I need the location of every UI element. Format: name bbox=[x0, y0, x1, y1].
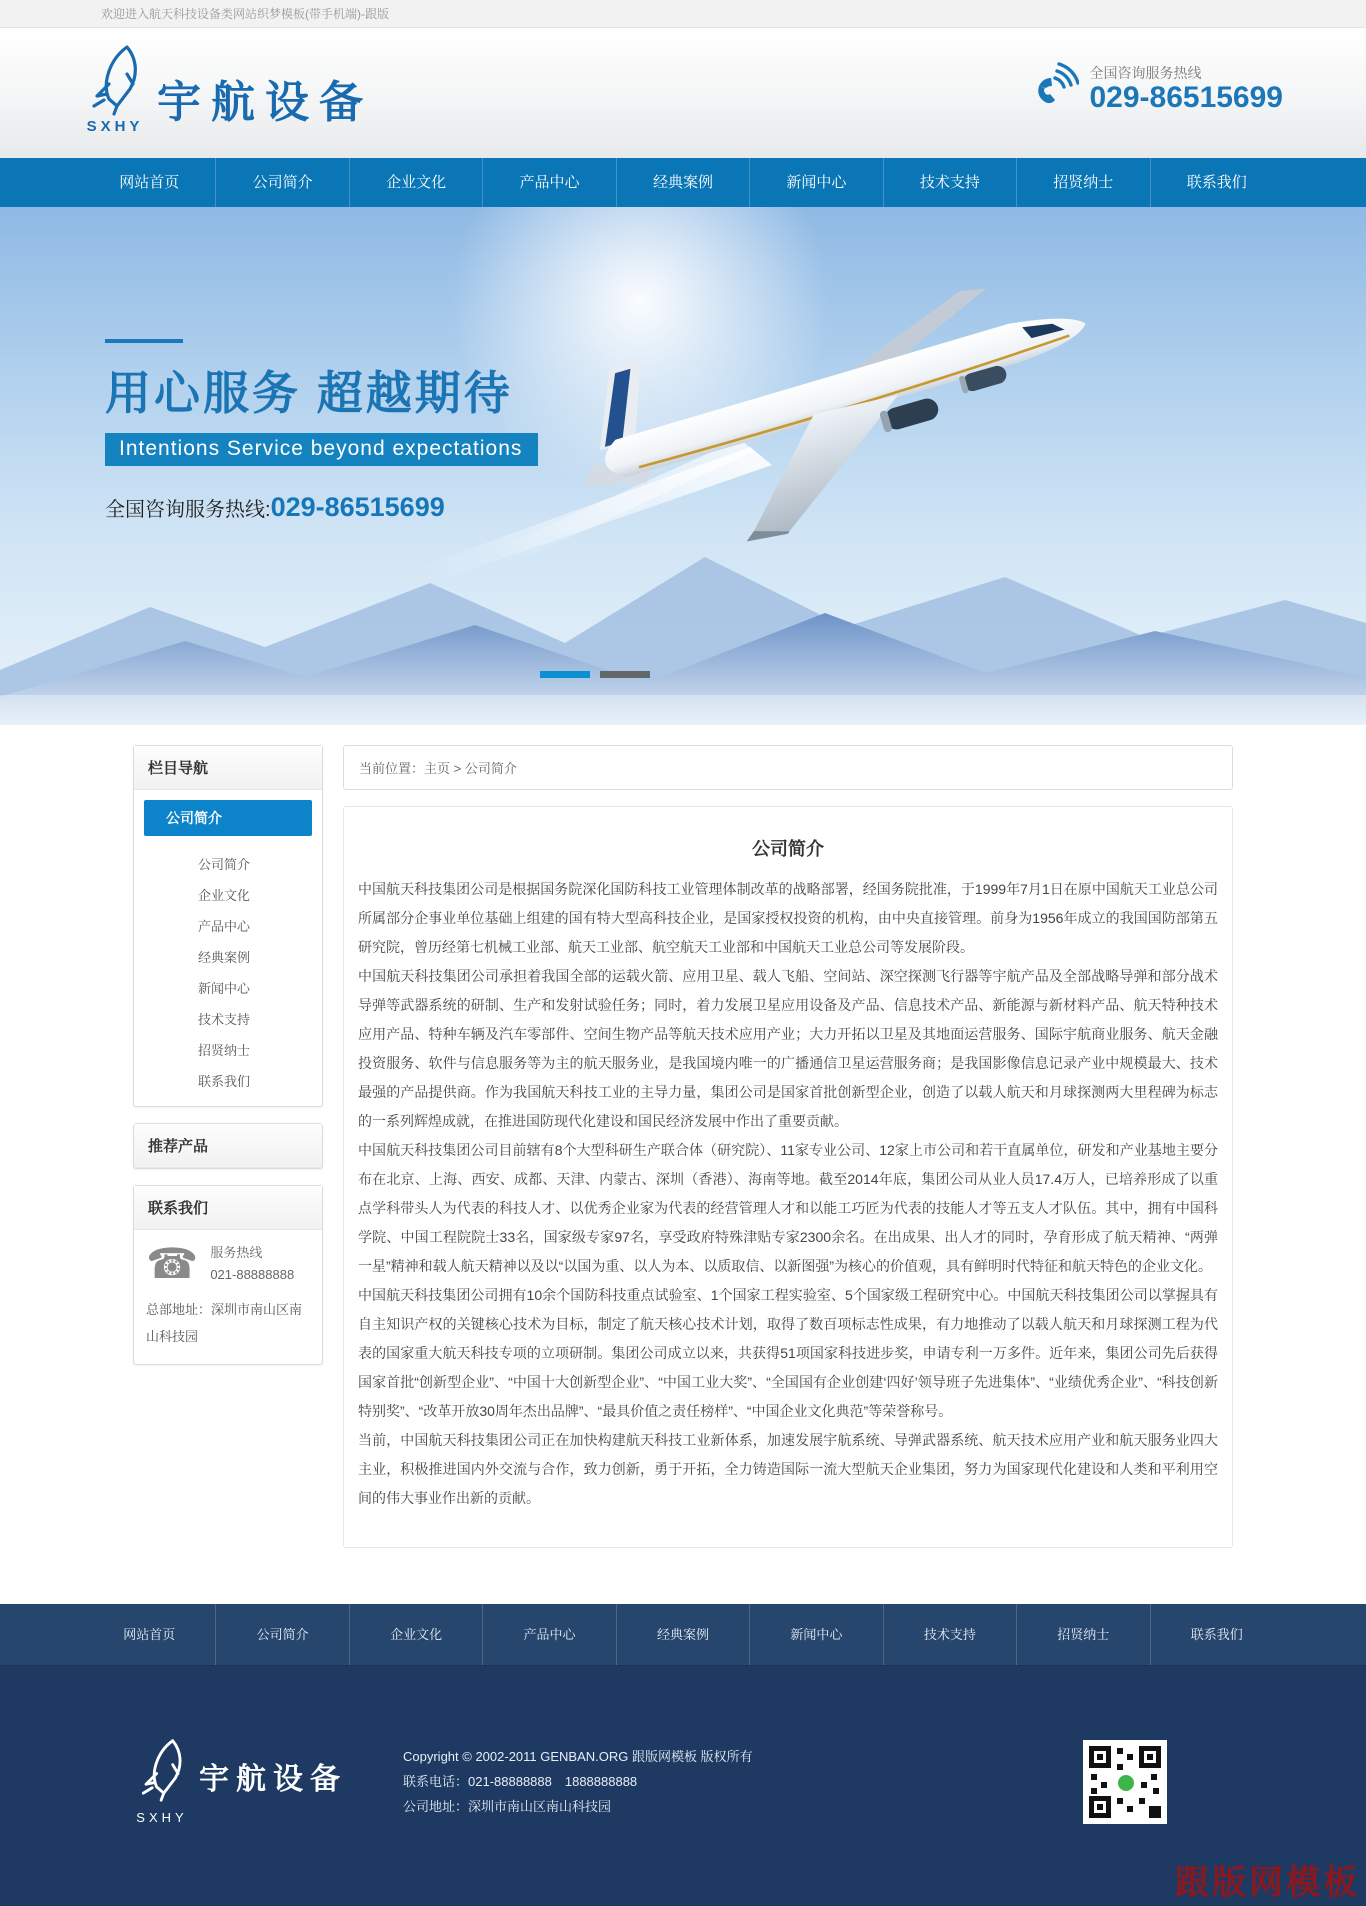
banner-subline: Intentions Service beyond expectations bbox=[105, 433, 538, 466]
footer-nav-item[interactable]: 经典案例 bbox=[616, 1604, 749, 1665]
sidebar-item[interactable]: 联系我们 bbox=[198, 1074, 251, 1089]
content-area bbox=[133, 725, 1233, 1578]
banner-hotline-prefix: 全国咨询服务热线: bbox=[105, 499, 271, 521]
article-paragraph: 当前，中国航天科技集团公司正在加快构建航天科技工业新体系，加速发展宇航系统、导弹武器系统、航天技术应用产业和航天服务业四大主业，积极推进国内外交流与合作，致力创新，勇于开拓，全力铸造国际一流大型航天企业集团，努力为国家现代化建设和人类和平利用空间的伟大事业作出新的贡献。 bbox=[358, 1432, 1218, 1506]
sidebar-item[interactable]: 公司简介 bbox=[198, 857, 251, 872]
footer-qr-code bbox=[1083, 1740, 1167, 1824]
phone-icon bbox=[1033, 62, 1079, 113]
footer-logo-text: 宇航设备 bbox=[199, 1763, 347, 1796]
nav-item[interactable]: 网站首页 bbox=[119, 174, 180, 191]
breadcrumb-current-link[interactable]: 公司简介 bbox=[464, 761, 517, 776]
sidebar-nav-title: 栏目导航 bbox=[134, 746, 322, 790]
service-hotline-label: 服务热线 bbox=[210, 1245, 263, 1260]
article-paragraph: 中国航天科技集团公司是根据国务院深化国防科技工业管理体制改革的战略部署，经国务院批准，于1999年7月1日在原中国航天工业总公司所属部分企事业单位基础上组建的国有特大型高科技企业，是国家授权投资的机构，由中央直接管理。前身为1956年成立的我国国防部第五研究院，曾历经第七机械工业部、航天工业部、航空航天工业部和中国航天工业总公司等发展阶段。 bbox=[358, 881, 1218, 955]
telephone-icon: ☎ bbox=[146, 1240, 199, 1287]
breadcrumb-prefix: 当前位置： bbox=[359, 761, 425, 776]
sidebar-item[interactable]: 技术支持 bbox=[198, 1012, 251, 1027]
sidebar-active-item[interactable]: 公司简介 bbox=[144, 800, 312, 836]
nav-item[interactable]: 联系我们 bbox=[1150, 158, 1283, 207]
article-title: 公司简介 bbox=[752, 839, 824, 859]
footer-phone-line: 联系电话：021-88888888 1888888888 bbox=[403, 1774, 638, 1789]
mountains-illustration bbox=[0, 545, 1366, 725]
site-logo[interactable] bbox=[83, 44, 373, 135]
top-bar bbox=[0, 0, 1366, 28]
sidebar bbox=[133, 745, 323, 1548]
logo-subtext: SXHY bbox=[86, 118, 144, 135]
breadcrumb-separator: > bbox=[450, 761, 465, 776]
footer-nav-item[interactable]: 产品中心 bbox=[482, 1604, 615, 1665]
nav-item[interactable]: 公司简介 bbox=[215, 158, 348, 207]
header-hotline bbox=[1033, 62, 1283, 113]
banner-accent-dash bbox=[105, 339, 183, 343]
sidebar-item[interactable]: 企业文化 bbox=[198, 888, 251, 903]
breadcrumb bbox=[343, 745, 1233, 790]
footer-logo-subtext: SXHY bbox=[136, 1810, 188, 1825]
nav-item[interactable]: 企业文化 bbox=[349, 158, 482, 207]
hotline-label: 全国咨询服务热线 bbox=[1089, 64, 1202, 81]
rocket-logo-icon bbox=[83, 44, 147, 116]
footer-rocket-logo-icon bbox=[137, 1789, 187, 1806]
article-paragraph: 中国航天科技集团公司目前辖有8个大型科研生产联合体（研究院）、11家专业公司、12家上市公司和若干直属单位，研发和产业基地主要分布在北京、上海、西安、成都、天津、内蒙古、深圳（香港）、海南等地。截至2014年底，集团公司从业人员17.4万人，已培养形成了以重点学科带头人为代表的科技人才、以优秀企业家为代表的经营管理人才和以能工巧匠为代表的技能人才等五支人才队伍。其中，拥有中国科学院、中国工程院院士33名，国家级专家97名，享受政府特殊津贴专家2300余名。在出成果、出人才的同时，孕育形成了航天精神、“两弹一星”精神和载人航天精神以及以“以国为重、以人为本、以质取信、以新图强”为核心的价值观，具有鲜明时代特征和航天特色的企业文化。 bbox=[358, 1142, 1218, 1274]
footer-nav bbox=[0, 1604, 1366, 1666]
sidebar-recommend-title: 推荐产品 bbox=[134, 1124, 322, 1168]
article-box bbox=[343, 806, 1233, 1548]
sidebar-contact-box bbox=[133, 1185, 323, 1365]
banner-hotline-number: 029-86515699 bbox=[270, 492, 445, 522]
carousel-indicators bbox=[540, 671, 660, 678]
footer-nav-item[interactable]: 网站首页 bbox=[123, 1627, 176, 1642]
banner-headline: 用心服务 超越期待 bbox=[105, 367, 513, 419]
nav-item[interactable]: 新闻中心 bbox=[749, 158, 882, 207]
footer-nav-item[interactable]: 企业文化 bbox=[349, 1604, 482, 1665]
logo-text: 宇航设备 bbox=[157, 78, 373, 127]
hq-address: 总部地址：深圳市南山区南山科技园 bbox=[146, 1302, 303, 1344]
sidebar-item[interactable]: 新闻中心 bbox=[198, 981, 251, 996]
sidebar-recommend-box bbox=[133, 1123, 323, 1169]
footer-nav-item[interactable]: 技术支持 bbox=[883, 1604, 1016, 1665]
main-nav bbox=[0, 158, 1366, 207]
site-header bbox=[0, 28, 1366, 158]
footer-info bbox=[403, 1738, 1083, 1819]
watermark-text: 跟版网模板 bbox=[1175, 1864, 1360, 1902]
site-footer bbox=[0, 1604, 1366, 1906]
carousel-indicator[interactable] bbox=[600, 671, 650, 678]
carousel-indicator-active[interactable] bbox=[540, 671, 590, 678]
sidebar-item[interactable]: 招贤纳士 bbox=[198, 1043, 251, 1058]
sidebar-item[interactable]: 产品中心 bbox=[198, 919, 251, 934]
nav-item[interactable]: 产品中心 bbox=[482, 158, 615, 207]
footer-nav-item[interactable]: 新闻中心 bbox=[749, 1604, 882, 1665]
sidebar-contact-title: 联系我们 bbox=[134, 1186, 322, 1230]
hotline-number: 029-86515699 bbox=[1089, 80, 1283, 114]
nav-item[interactable]: 经典案例 bbox=[616, 158, 749, 207]
sidebar-nav-box bbox=[133, 745, 323, 1107]
banner-hotline bbox=[105, 492, 538, 523]
footer-address-line: 公司地址：深圳市南山区南山科技园 bbox=[403, 1799, 612, 1814]
breadcrumb-home-link[interactable]: 主页 bbox=[424, 761, 451, 776]
footer-nav-item[interactable]: 联系我们 bbox=[1150, 1604, 1283, 1665]
main-column bbox=[343, 745, 1233, 1548]
nav-item[interactable]: 技术支持 bbox=[883, 158, 1016, 207]
footer-copyright: Copyright © 2002-2011 GENBAN.ORG 跟版网模板 版权所有 bbox=[403, 1749, 753, 1764]
footer-nav-item[interactable]: 招贤纳士 bbox=[1016, 1604, 1149, 1665]
footer-nav-item[interactable]: 公司简介 bbox=[215, 1604, 348, 1665]
service-hotline-number: 021-88888888 bbox=[210, 1267, 295, 1282]
article-paragraph: 中国航天科技集团公司承担着我国全部的运载火箭、应用卫星、载人飞船、空间站、深空探测飞行器等宇航产品及全部战略导弹和部分战术导弹等武器系统的研制、生产和发射试验任务；同时，着力发展卫星应用设备及产品、信息技术产品、新能源与新材料产品、航天特种技术应用产品、特种车辆及汽车零部件、空间生物产品等航天技术应用产业；大力开拓以卫星及其地面运营服务、国际宇航商业服务、航天金融投资服务、软件与信息服务等为主的航天服务业，是我国境内唯一的广播通信卫星运营服务商；是我国影像信息记录产业中规模最大、技术最强的产品提供商。作为我国航天科技工业的主导力量，集团公司是国家首批创新型企业，创造了以载人航天和月球探测两大里程碑为标志的一系列辉煌成就，在推进国防现代化建设和国民经济发展中作出了重要贡献。 bbox=[358, 968, 1218, 1129]
nav-item[interactable]: 招贤纳士 bbox=[1016, 158, 1149, 207]
sidebar-item[interactable]: 经典案例 bbox=[198, 950, 251, 965]
article-paragraph: 中国航天科技集团公司拥有10余个国防科技重点试验室、1个国家工程实验室、5个国家级工程研究中心。中国航天科技集团公司以掌握具有自主知识产权的关键核心技术为目标，制定了航天核心技术计划，取得了数百项标志性成果，有力地推动了以载人航天和月球探测工程为代表的国家重大航天科技专项的立项研制。集团公司成立以来，共获得51项国家科技进步奖，申请专利一万多件。近年来，集团公司先后获得国家首批“创新型企业”、“中国十大创新型企业”、“中国工业大奖”、“全国国有企业创建‘四好’领导班子先进集体”、“业绩优秀企业”、“科技创新特别奖”、“改革开放30周年杰出品牌”、“最具价值之责任榜样”、“中国企业文化典范”等荣誉称号。 bbox=[358, 1287, 1218, 1419]
hero-banner bbox=[0, 207, 1366, 725]
footer-logo bbox=[133, 1738, 403, 1825]
welcome-text: 欢迎进入航天科技设备类网站织梦模板(带手机端)-跟版 bbox=[101, 7, 389, 21]
